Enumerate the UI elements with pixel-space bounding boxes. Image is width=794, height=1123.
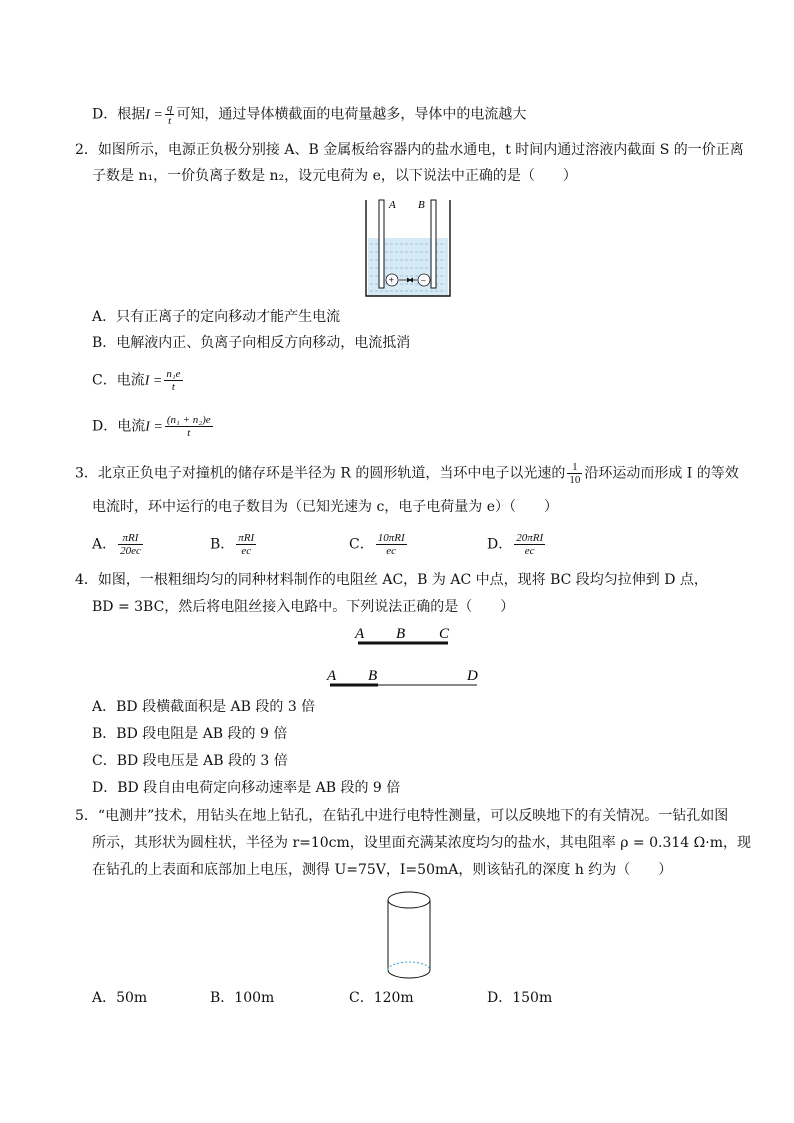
q4-option-a: A．BD 段横截面积是 AB 段的 3 倍 <box>92 699 316 715</box>
q3-optc-label: C． <box>349 536 374 553</box>
q2-option-d <box>92 414 215 439</box>
q5-cylinder-top <box>388 892 430 908</box>
q2-plate-b <box>431 200 436 288</box>
q2-optc-fraction <box>164 368 182 393</box>
q5-stem-line1: 5．“电测井”技术，用钻头在地上钻孔，在钻孔中进行电特性测量，可以反映地下的有关情况。一钻孔如图 <box>75 808 729 824</box>
q3-option-c <box>349 532 409 557</box>
q4-stem-line1: 4．如图，一根粗细均匀的同种材料制作的电阻丝 AC，B 为 AC 中点，现将 BC 段均匀拉伸到 D 点， <box>75 572 708 588</box>
q3-optb-label: B． <box>210 536 235 553</box>
q5-cylinder-bottom-back <box>388 962 430 970</box>
q3-opta-fraction <box>118 532 143 557</box>
q3-option-d <box>487 532 547 557</box>
q2-option-b: B．电解液内正、负离子向相反方向移动，电流抵消 <box>92 335 411 351</box>
q3-stem-part1: 3．北京正负电子对撞机的储存环是半径为 R 的圆形轨道，当环中电子以光速的 <box>75 465 566 482</box>
q2-optd-prefix: D．电流 <box>92 418 146 435</box>
q2-stem-line2: 子数是 n₁，一价负离子数是 n₂，设元电荷为 e，以下说法中正确的是（ ） <box>92 168 577 184</box>
q4-bottom-label-a: A <box>327 668 337 684</box>
q4-option-c: C．BD 段电压是 AB 段的 3 倍 <box>92 753 288 769</box>
q4-stem-line2: BD = 3BC，然后将电阻丝接入电路中。下列说法正确的是（ ） <box>92 599 515 615</box>
q5-option-a: A．50m <box>92 990 148 1006</box>
q3-frac-den: 10 <box>569 474 581 486</box>
q3-optb-num: πRI <box>238 532 255 544</box>
q3-optd-label: D． <box>487 536 513 553</box>
q3-stem-fraction <box>567 461 582 486</box>
q2-optc-prefix: C．电流 <box>92 372 145 389</box>
q2-electrolysis-figure <box>362 196 454 300</box>
q2-label-b: B <box>418 199 425 211</box>
q3-frac-num: 1 <box>567 461 582 474</box>
q3-option-b <box>210 532 258 557</box>
q3-optc-num: 10πRI <box>377 532 405 544</box>
q4-option-b: B．BD 段电阻是 AB 段的 9 倍 <box>92 726 288 742</box>
q2-stem-line1: 2．如图所示，电源正负极分别接 A、B 金属板给容器内的盐水通电，t 时间内通过溶液内截面 S 的一价正离 <box>75 142 744 158</box>
q3-optd-den: ec <box>524 545 535 557</box>
q2-optc-lhs: I = <box>144 373 163 389</box>
q1-optd-lhs: I = <box>145 107 163 123</box>
q1-optd-prefix: D．根据 <box>92 106 146 123</box>
q4-wire-figure <box>320 622 490 690</box>
q2-optc-num: n₁e <box>166 368 181 380</box>
q3-optb-den: ec <box>241 545 252 557</box>
q1-optd-suffix: 可知，通过导体横截面的电荷量越多，导体中的电流越大 <box>176 106 527 123</box>
q3-option-a <box>92 532 145 557</box>
q5-cylinder-bottom-front <box>388 970 430 978</box>
q4-option-d: D．BD 段自由电荷定向移动速率是 AB 段的 9 倍 <box>92 780 401 796</box>
q1-optd-den: t <box>168 115 172 127</box>
q1-optd-num: q <box>166 102 173 114</box>
q3-opta-num: πRI <box>118 532 143 545</box>
q2-plus-sign: + <box>388 275 395 287</box>
q1-optd-fraction <box>165 102 175 127</box>
q4-bottom-label-d: D <box>467 668 478 684</box>
q4-bottom-label-b: B <box>368 668 378 684</box>
q1-option-d <box>92 102 526 127</box>
q5-stem-line3: 在钻孔的上表面和底部加上电压，测得 U=75V，I=50mA，则该钻孔的深度 h 约为（ ） <box>92 862 673 878</box>
q3-optb-fraction <box>236 532 256 557</box>
q3-optc-den: ec <box>386 545 397 557</box>
q3-optd-num: 20πRI <box>516 532 544 544</box>
q3-opta-label: A． <box>92 536 117 553</box>
q2-plate-a <box>379 200 384 288</box>
q2-optd-num: (n₁ + n₂)e <box>166 414 211 426</box>
q2-option-c <box>92 368 185 393</box>
q2-optd-fraction <box>165 414 213 439</box>
q3-opta-den: 20ec <box>120 545 141 557</box>
q3-stem-line1 <box>75 461 739 486</box>
q3-optd-fraction <box>514 532 545 557</box>
q2-optd-den: t <box>187 427 191 439</box>
q4-top-label-c: C <box>439 626 450 642</box>
q2-optd-lhs: I = <box>145 419 163 435</box>
q4-top-label-b: B <box>396 626 406 642</box>
q5-option-d: D．150m <box>487 990 553 1006</box>
q5-option-c: C．120m <box>349 990 414 1006</box>
q3-stem-line2: 电流时，环中运行的电子数目为（已知光速为 c，电子电荷量为 e）（ ） <box>92 499 559 515</box>
q5-borehole-cylinder <box>384 890 434 982</box>
q2-optc-den: t <box>171 381 175 393</box>
q5-option-b: B．100m <box>210 990 275 1006</box>
q2-label-a: A <box>389 199 396 211</box>
q2-option-a: A．只有正离子的定向移动才能产生电流 <box>92 309 341 325</box>
q3-stem-part2: 沿环运动而形成 I 的等效 <box>584 465 739 482</box>
q2-minus-sign: − <box>420 275 427 287</box>
q5-stem-line2: 所示，其形状为圆柱状，半径为 r=10cm，设里面充满某浓度均匀的盐水，其电阻率 ρ = 0.314 Ω·m，现 <box>92 835 751 851</box>
q3-optc-fraction <box>376 532 407 557</box>
q4-top-label-a: A <box>355 626 365 642</box>
